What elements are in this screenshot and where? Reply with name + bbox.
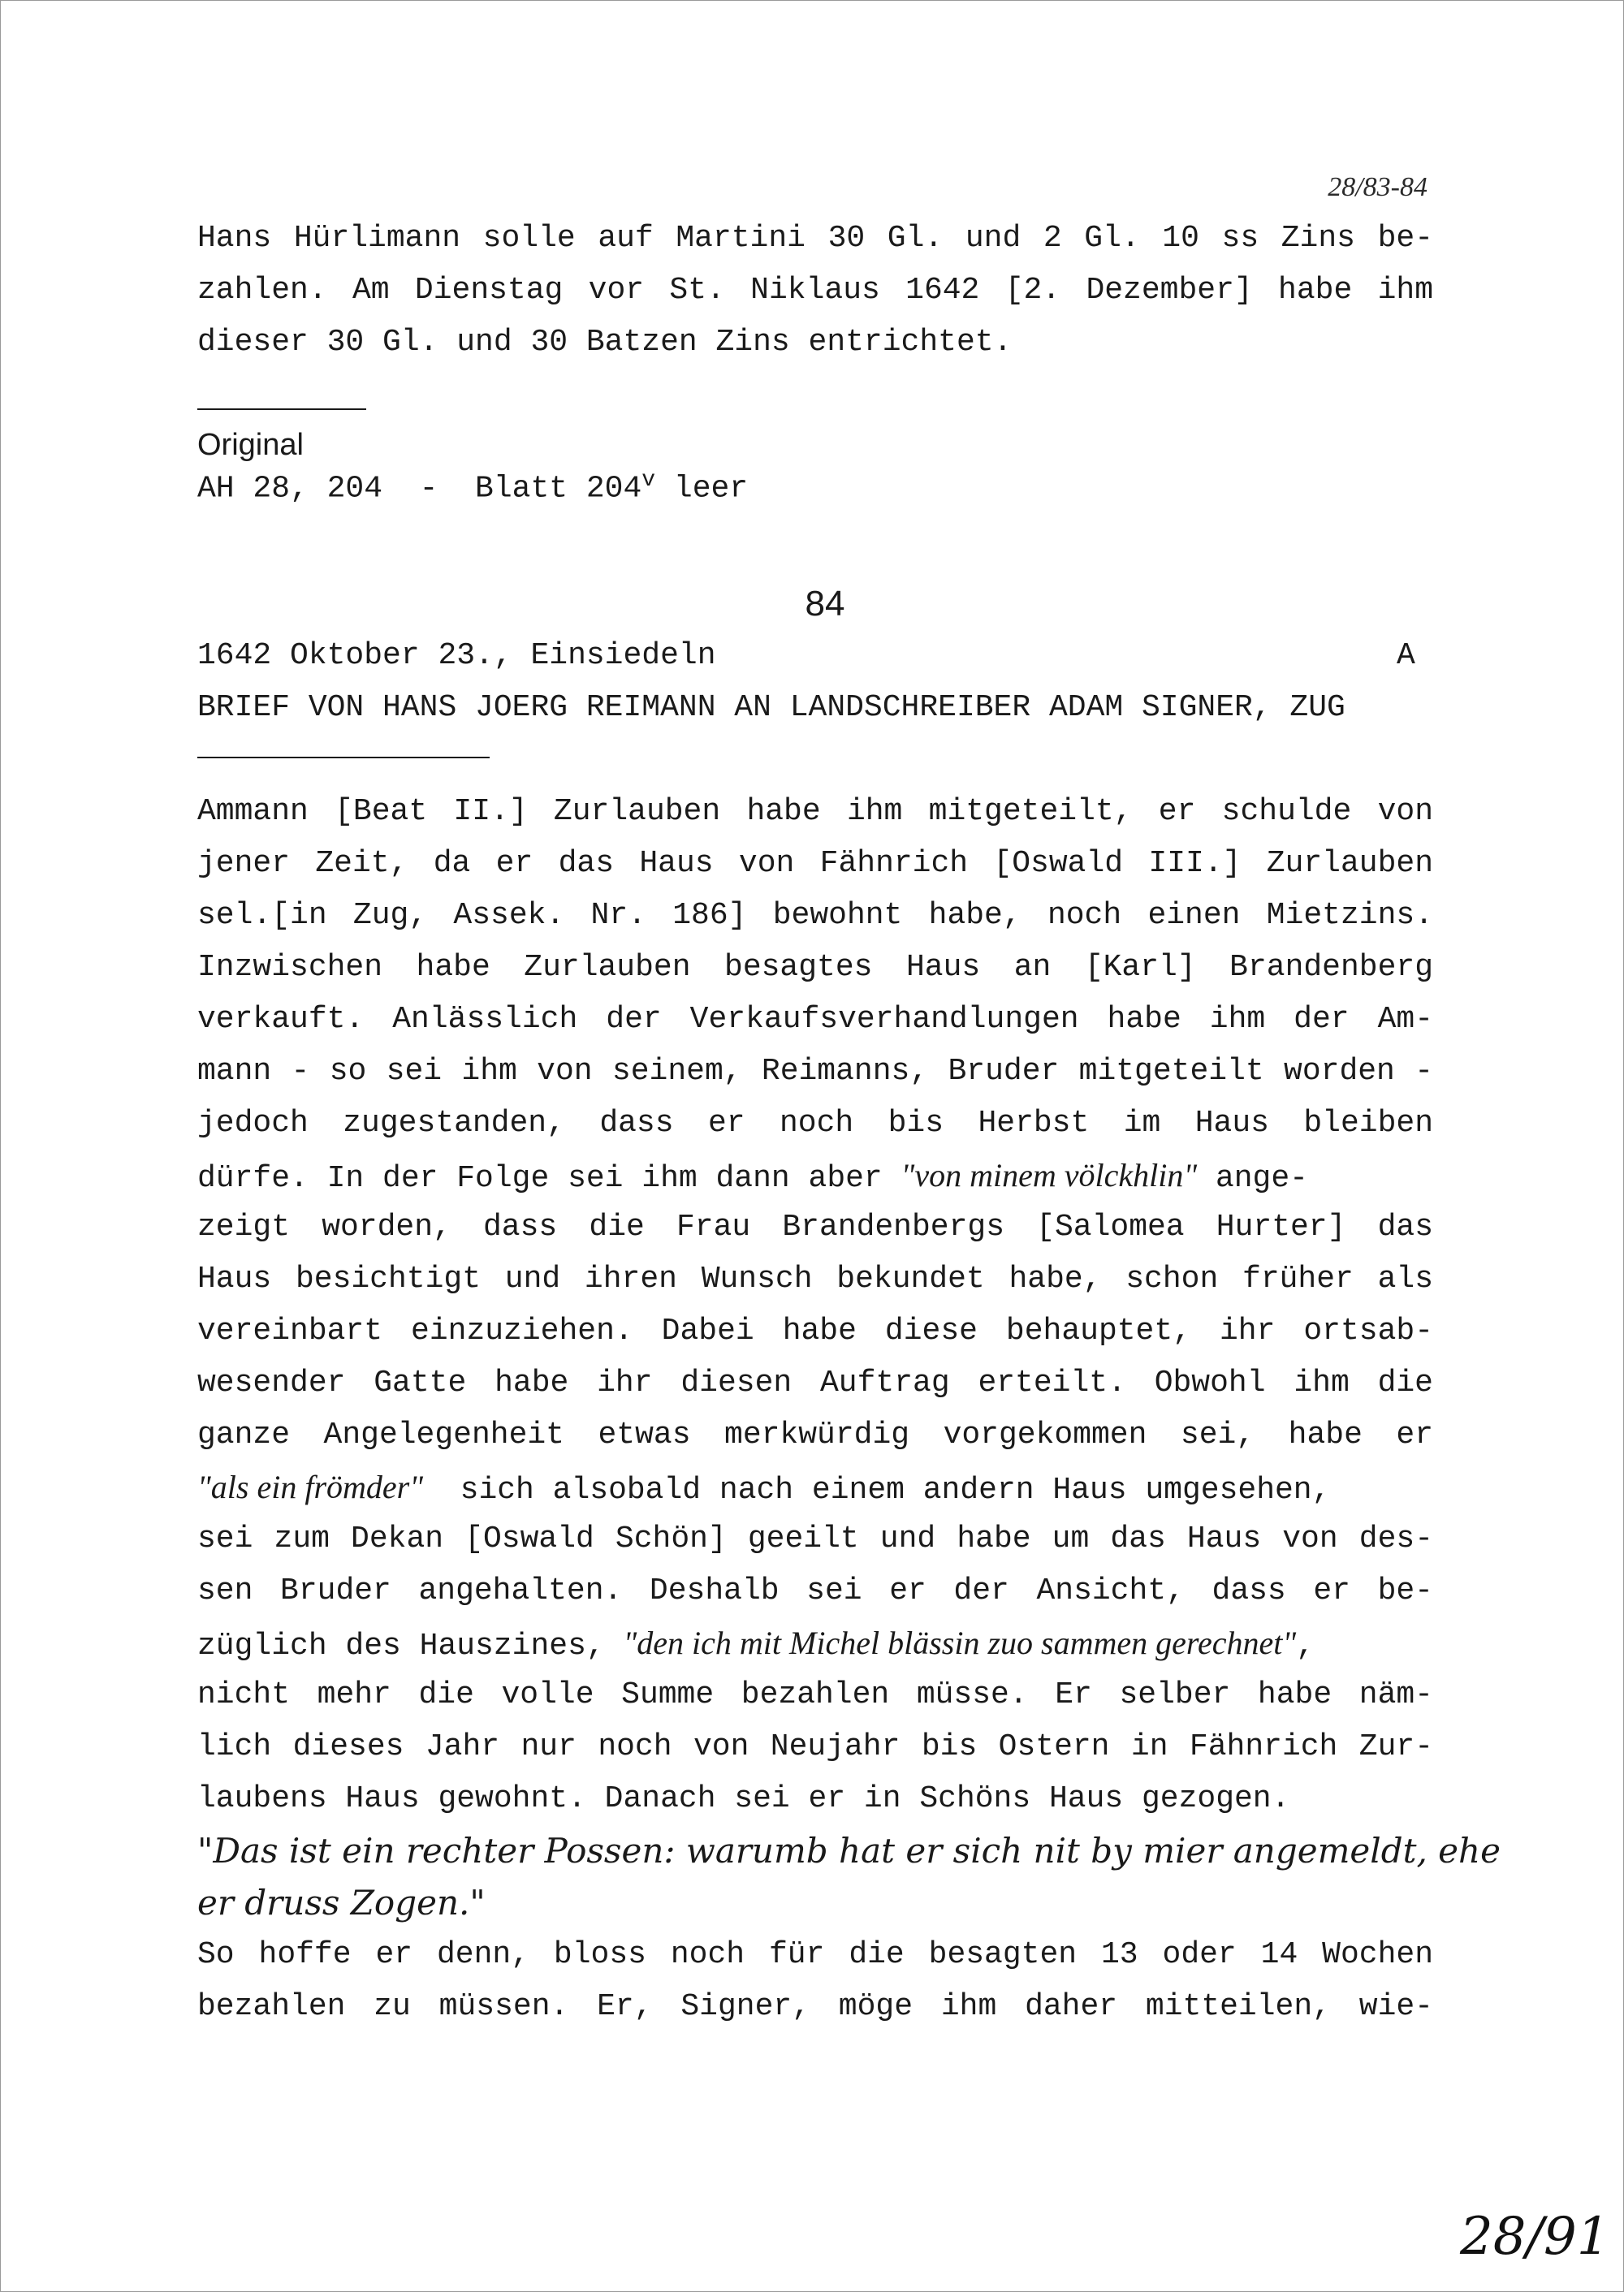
text-segment: dürfe. In der Folge sei ihm dann aber xyxy=(197,1161,901,1196)
text-line: jedoch zugestanden, dass er noch bis Herbst im Haus bleiben xyxy=(197,1106,1433,1141)
text-line: wesender Gatte habe ihr diesen Auftrag erteilt. Obwohl ihm die xyxy=(197,1366,1433,1401)
text-line: verkauft. Anlässlich der Verkaufsverhandlungen habe ihm der Am- xyxy=(197,1002,1433,1037)
section-rule xyxy=(197,408,366,410)
text-line: vereinbart einzuziehen. Dabei habe diese behauptet, ihr ortsab- xyxy=(197,1314,1433,1349)
source-ref: AH 28, 204 - Blatt 204 xyxy=(197,471,642,507)
text-line-with-quote xyxy=(197,1150,1308,1205)
entry-number: 84 xyxy=(805,584,845,624)
text-line: Ammann [Beat II.] Zurlauben habe ihm mitgeteilt, er schulde von xyxy=(197,794,1433,829)
handwritten-page-mark: 28/91 xyxy=(1460,2207,1610,2267)
text-line: nicht mehr die volle Summe bezahlen müsse. Er selber habe näm- xyxy=(197,1677,1433,1712)
text-line: jener Zeit, da er das Haus von Fähnrich [Oswald III.] Zurlauben xyxy=(197,846,1433,881)
text-line: sei zum Dekan [Oswald Schön] geeilt und habe um das Haus von des- xyxy=(197,1522,1433,1556)
entry-title: BRIEF VON HANS JOERG REIMANN AN LANDSCHREIBER ADAM SIGNER, ZUG xyxy=(197,690,1345,725)
text-segment: züglich des Hauszines, xyxy=(197,1629,624,1664)
text-line: lich dieses Jahr nur noch von Neujahr bis Ostern in Fähnrich Zur- xyxy=(197,1729,1433,1764)
entry-date-place: 1642 Oktober 23., Einsiedeln xyxy=(197,638,716,673)
quoted-phrase: "als ein frömder" xyxy=(197,1469,424,1505)
handwritten-quote-line: "Das ist ein rechter Possen: warumb hat er sich nit by mier angemeldt, ehe xyxy=(197,1831,1501,1871)
text-segment: ange- xyxy=(1197,1161,1308,1196)
text-line: zahlen. Am Dienstag vor St. Niklaus 1642 [2. Dezember] habe ihm xyxy=(197,273,1433,308)
quoted-phrase: "den ich mit Michel blässin zuo sammen gerechnet" xyxy=(623,1625,1297,1661)
text-line: bezahlen zu müssen. Er, Signer, möge ihm daher mitteilen, wie- xyxy=(197,1989,1433,2024)
text-line: sen Bruder angehalten. Deshalb sei er der Ansicht, dass er be- xyxy=(197,1573,1433,1608)
text-line: mann - so sei ihm von seinem, Reimanns, Bruder mitgeteilt worden - xyxy=(197,1054,1433,1089)
text-line: sel.[in Zug, Assek. Nr. 186] bewohnt habe, noch einen Mietzins. xyxy=(197,898,1433,933)
folio-verso-mark: v xyxy=(641,468,656,493)
text-line: ganze Angelegenheit etwas merkwürdig vorgekommen sei, habe er xyxy=(197,1418,1433,1452)
text-line: Inzwischen habe Zurlauben besagtes Haus an [Karl] Brandenberg xyxy=(197,950,1433,985)
text-line: laubens Haus gewohnt. Danach sei er in Schöns Haus gezogen. xyxy=(197,1781,1290,1816)
source-reference xyxy=(197,455,748,516)
entry-letter: A xyxy=(1397,638,1415,673)
text-line: zeigt worden, dass die Frau Brandenbergs [Salomea Hurter] das xyxy=(197,1210,1433,1245)
text-segment: , xyxy=(1296,1629,1315,1664)
text-line: Haus besichtigt und ihren Wunsch bekundet habe, schon früher als xyxy=(197,1262,1433,1297)
text-line: Hans Hürlimann solle auf Martini 30 Gl. und 2 Gl. 10 ss Zins be- xyxy=(197,221,1433,256)
text-line-with-quote xyxy=(197,1461,1330,1517)
handwritten-quote-line: er druss Zogen." xyxy=(197,1883,486,1923)
title-rule xyxy=(197,757,490,758)
text-line-with-quote xyxy=(197,1617,1315,1673)
source-tail: leer xyxy=(655,471,749,507)
quoted-phrase: "von minem völckhlin" xyxy=(901,1157,1198,1193)
text-line: So hoffe er denn, bloss noch für die besagten 13 oder 14 Wochen xyxy=(197,1937,1433,1972)
text-line: dieser 30 Gl. und 30 Batzen Zins entrichtet. xyxy=(197,325,1013,360)
text-segment: sich alsobald nach einem andern Haus umgesehen, xyxy=(423,1473,1331,1508)
source-label: Original xyxy=(197,428,304,462)
page-reference: 28/83-84 xyxy=(1328,172,1427,202)
